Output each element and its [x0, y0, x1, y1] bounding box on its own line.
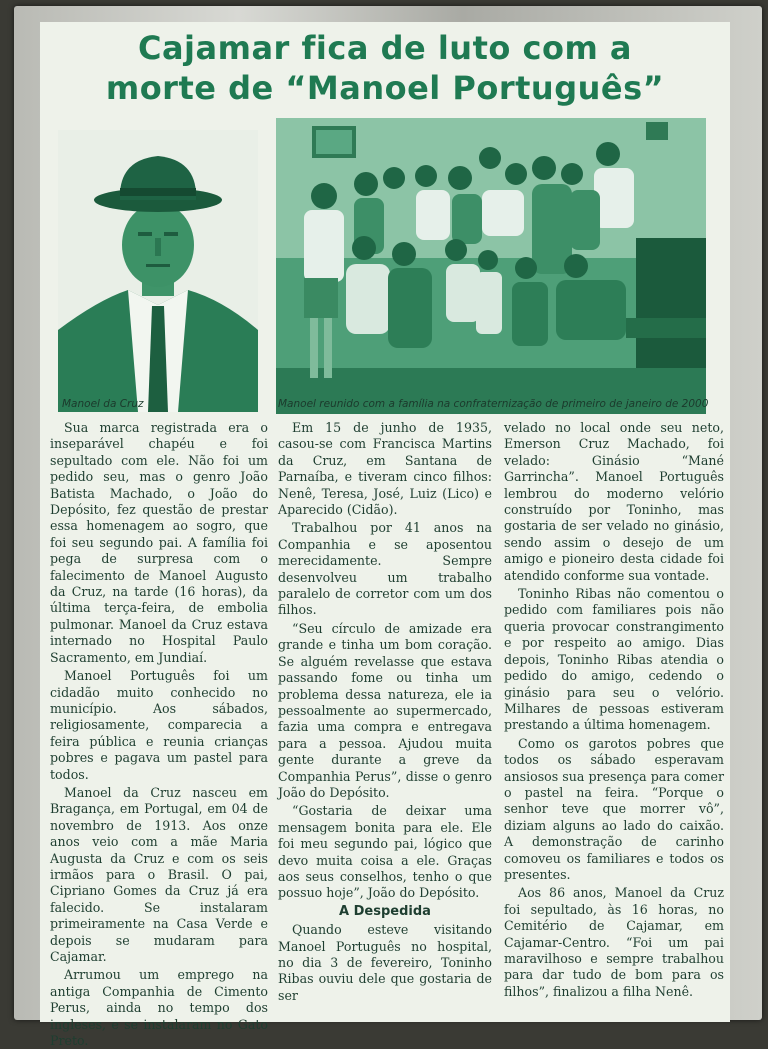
section-subhead: A Despedida — [339, 903, 431, 919]
family-caption: Manoel reunido com a família na confraternização de primeiro de janeiro de 2000 — [278, 398, 709, 410]
headline-line-1: Cajamar fica de luto com a — [137, 29, 633, 67]
paragraph: Aos 86 anos, Manoel da Cruz foi sepultado, às 16 horas, no Cemitério de Cajamar, em Cajamar-Centro. “Foi um pai maravilhoso e sempre trabalhou para dar tudo de bom para os filhos”, finalizou a filha Nenê. — [504, 885, 724, 999]
paragraph: Quando esteve visitando Manoel Português no hospital, no dia 3 de fevereiro, Toninho Ribas ouviu dele que gostaria de ser — [278, 922, 492, 1003]
article-column-2 — [278, 420, 492, 1004]
paragraph: Trabalhou por 41 anos na Companhia e se aposentou merecidamente. Sempre desenvolveu um trabalho paralelo de corretor com um dos filhos. — [278, 520, 492, 618]
paragraph: Manoel Português foi um cidadão muito conhecido no município. Aos sábados, religiosamente, comparecia a feira pública e reunia crianças pobres e pagava um pastel para todos. — [50, 668, 268, 782]
article-column-1 — [50, 420, 268, 1049]
paragraph: Em 15 de junho de 1935, casou-se com Francisca Martins da Cruz, em Santana de Parnaíba, e tiveram cinco filhos: Nenê, Teresa, José, Luiz (Lico) e Aparecido (Cidão). — [278, 420, 492, 518]
article-column-3 — [504, 420, 724, 1000]
paragraph: Arrumou um emprego na antiga Companhia de Cimento Perus, ainda no tempo dos ingleses, e se instalaram no Gato Preto. — [50, 967, 268, 1049]
paragraph: Como os garotos pobres que todos os sábado esperavam ansiosos sua presença para comer o pastel na feira. “Porque o senhor teve que morrer vô”, diziam alguns ao lado do caixão. A demonstração de carinho comoveu os familiares e todos os presentes. — [504, 735, 724, 882]
headline-line-2: morte de “Manoel Português” — [105, 69, 665, 107]
paragraph: Sua marca registrada era o inseparável chapéu e foi sepultado com ele. Não foi um pedido seu, mas o genro João Batista Machado, o João do Depósito, fez questão de prestar essa homenagem ao sogro, que foi seu segundo pai. A família foi pega de surpresa com o falecimento de Manoel Augusto da Cruz, na tarde (16 horas), da última terça-feira, de embolia pulmonar. Manoel da Cruz estava internado no Hospital Paulo Sacramento, em Jundiaí. — [50, 420, 268, 665]
family-photo — [276, 118, 709, 414]
paragraph: Manoel da Cruz nasceu em Bragança, em Portugal, em 04 de novembro de 1913. Aos onze anos veio com a mãe Maria Augusta da Cruz e com os seis irmãos para o Brasil. O pai, Cipriano Gomes da Cruz já era falecido. Se instalaram primeiramente na Casa Verde e depois se mudaram para Cajamar. — [50, 784, 268, 964]
paragraph: “Seu círculo de amizade era grande e tinha um bom coração. Se alguém revelasse que estava passando fome ou tinha um problema dessa natureza, ele ia pessoalmente ao supermercado, fazia uma compra e entregava para a pessoa. Ajudou muita gente durante a greve da Companhia Perus”, disse o genro João do Depósito. — [278, 620, 492, 800]
paragraph: velado no local onde seu neto, Emerson Cruz Machado, foi velado: Ginásio “Mané Garrincha”. Manoel Português lembrou do moderno velório construído por Toninho, mas gostaria de ser velado no ginásio, sendo assim o desejo de um amigo e pioneiro desta cidade foi atendido conforme sua vontade. — [504, 420, 724, 583]
paragraph: “Gostaria de deixar uma mensagem bonita para ele. Ele foi meu segundo pai, lógico que devo muita coisa a ele. Graças aos seus conselhos, tenho o que possuo hoje”, João do Depósito. — [278, 803, 492, 901]
newspaper-clipping — [40, 22, 730, 1049]
portrait-photo — [58, 130, 258, 412]
headline — [40, 28, 730, 108]
paragraph: Toninho Ribas não comentou o pedido com familiares pois não queria provocar constrangimento e por respeito ao amigo. Dias depois, Toninho Ribas atendia o pedido do amigo, cedendo o ginásio para seu o velório. Milhares de pessoas estiveram prestando a última homenagem. — [504, 586, 724, 733]
portrait-caption: Manoel da Cruz — [62, 398, 144, 410]
